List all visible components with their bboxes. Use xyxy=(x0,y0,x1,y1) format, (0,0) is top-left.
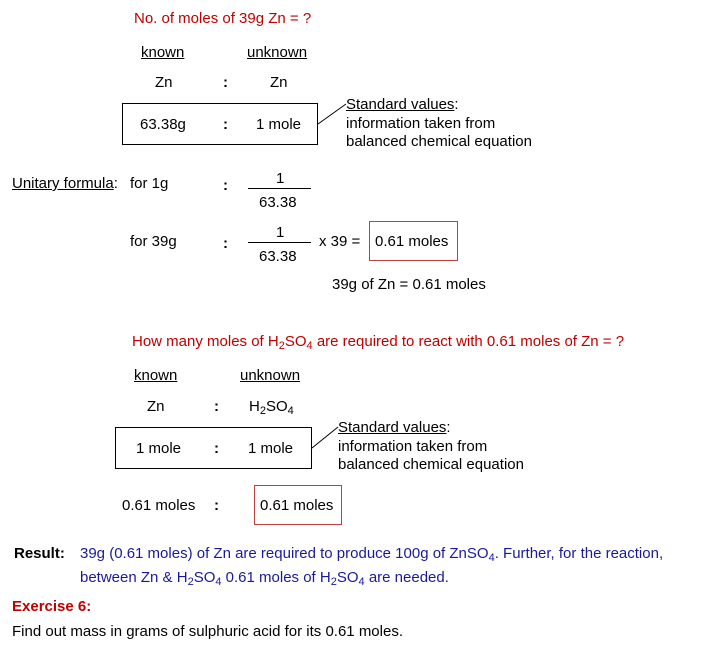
q1-known-header: known xyxy=(141,44,185,61)
unitary-colon-1: : xyxy=(223,177,228,194)
unitary-formula-label: Unitary formula: xyxy=(12,175,118,192)
q2-known-header: known xyxy=(134,367,178,384)
q1-box-mole: 1 mole xyxy=(256,116,302,133)
fraction-1-denominator: 63.38 xyxy=(259,194,297,211)
fraction-2-numerator: 1 xyxy=(276,224,285,241)
q2-connector-line xyxy=(312,427,338,448)
q2-box-right: 1 mole xyxy=(248,440,294,457)
fraction-2-bar xyxy=(248,242,311,243)
q2-standard-values-title: Standard values: xyxy=(338,419,451,436)
q2-standard-values-line2: balanced chemical equation xyxy=(338,456,524,473)
q1-standard-values-line2: balanced chemical equation xyxy=(346,133,532,150)
q1-box-mass: 63.38g xyxy=(140,116,186,133)
q1-result-value: 0.61 moles xyxy=(375,233,449,250)
q2-zn-known: Zn xyxy=(147,398,165,415)
q1-zn-known: Zn xyxy=(155,74,173,91)
q1-standard-values-title: Standard values: xyxy=(346,96,459,113)
unitary-for-39g: for 39g xyxy=(130,233,177,250)
q1-summary: 39g of Zn = 0.61 moles xyxy=(332,276,486,293)
fraction-1-bar xyxy=(248,188,311,189)
unitary-colon-2: : xyxy=(223,235,228,252)
q1-unknown-header: unknown xyxy=(247,44,308,61)
result-line-1: 39g (0.61 moles) of Zn are required to produce 100g of ZnSO$_4$. Further, for the reaction, xyxy=(80,545,664,564)
q2-box-left: 1 mole xyxy=(136,440,182,457)
q2-standard-values-line1: information taken from xyxy=(338,438,488,455)
q1-title: No. of moles of 39g Zn = ? xyxy=(134,10,312,27)
q2-given-moles: 0.61 moles xyxy=(122,497,196,514)
exercise-title: Exercise 6: xyxy=(12,598,92,615)
fraction-2-denominator: 63.38 xyxy=(259,248,297,265)
q2-title: How many moles of $H_2SO_4$ are required to react with 0.61 moles of Zn = ? xyxy=(132,333,625,352)
result-line-2: between Zn & $H_2SO_4$ 0.61 moles of $H_2SO_4$ are needed. xyxy=(80,569,449,588)
q2-given-colon: : xyxy=(214,497,219,514)
q1-connector-line xyxy=(318,104,346,124)
q2-box-colon: : xyxy=(214,440,219,457)
q2-ratio-colon: : xyxy=(214,398,219,415)
q1-box-colon: : xyxy=(223,116,228,133)
q1-ratio-colon: : xyxy=(223,74,228,91)
exercise-text: Find out mass in grams of sulphuric acid for its 0.61 moles. xyxy=(12,623,403,640)
q1-zn-unknown: Zn xyxy=(270,74,288,91)
q2-unknown-header: unknown xyxy=(240,367,301,384)
q1-standard-values-line1: information taken from xyxy=(346,115,496,132)
multiply-by-39: x 39 = xyxy=(319,233,361,250)
q2-result-value: 0.61 moles xyxy=(260,497,334,514)
q2-h2so4-unknown: $H_2SO_4$ xyxy=(249,398,294,417)
fraction-1-numerator: 1 xyxy=(276,170,285,187)
result-label: Result: xyxy=(14,545,65,562)
unitary-for-1g: for 1g xyxy=(130,175,169,192)
